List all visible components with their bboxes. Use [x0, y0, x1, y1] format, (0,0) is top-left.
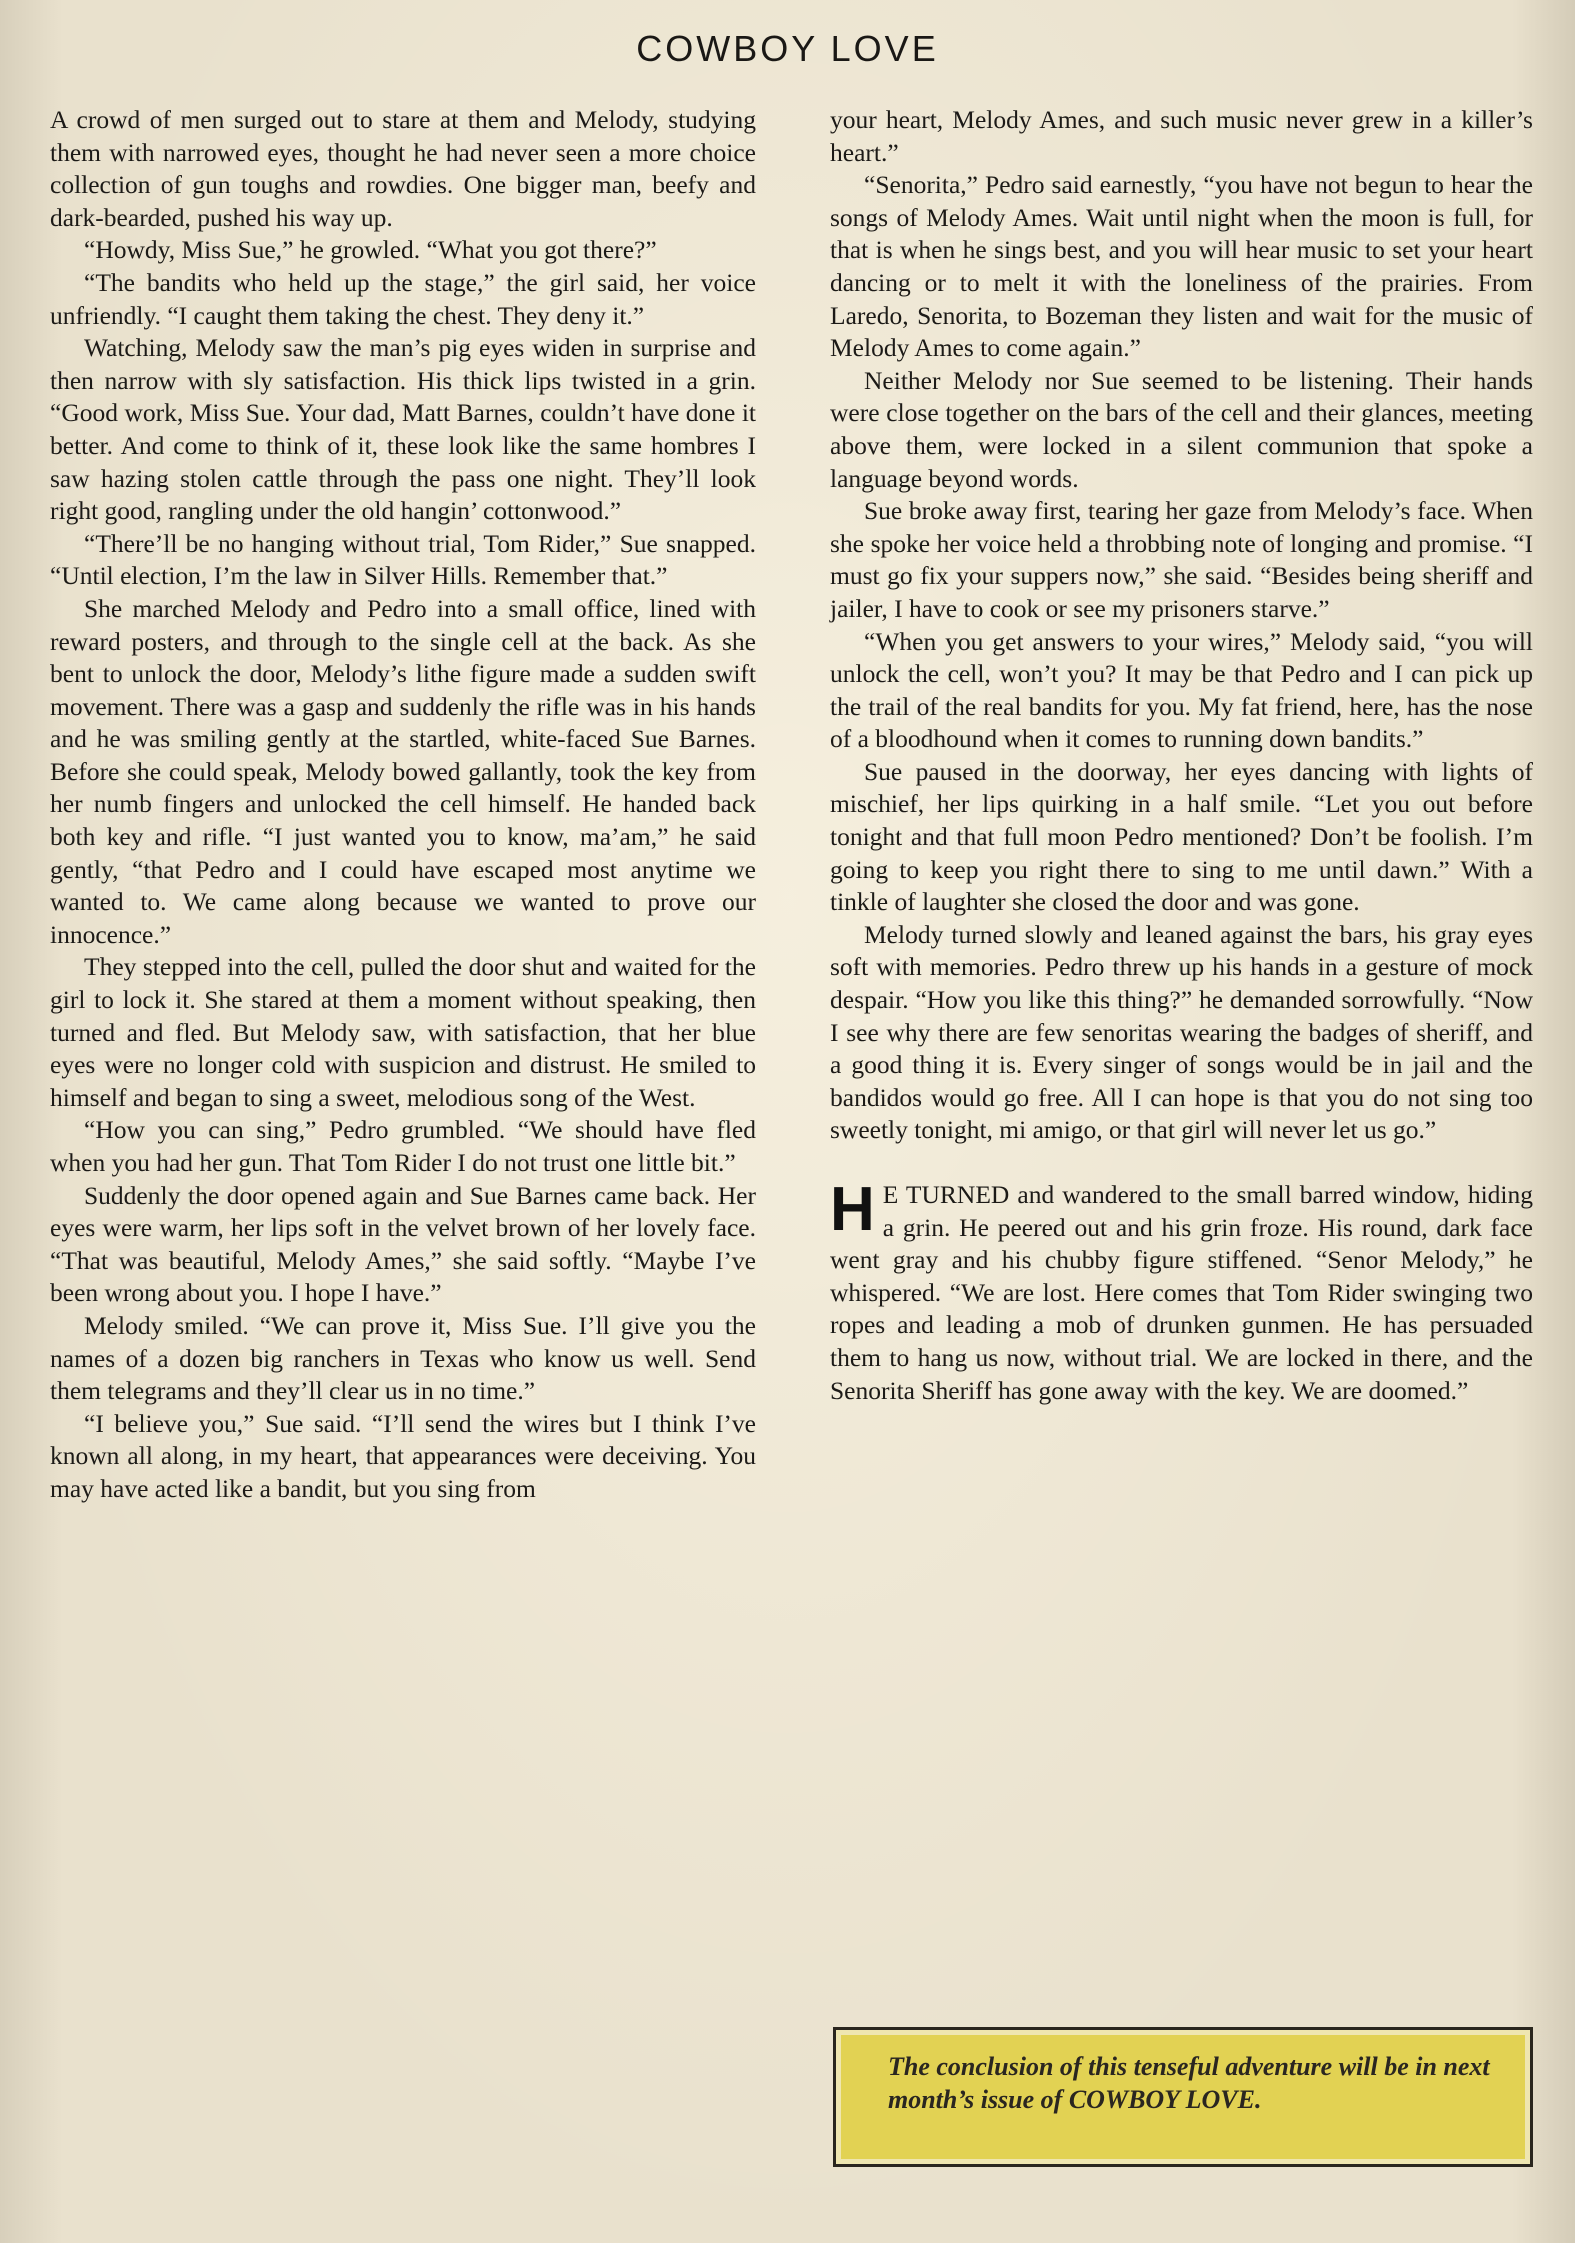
section-paragraph: [830, 1175, 1533, 1407]
paragraph: “Howdy, Miss Sue,” he growled. “What you got there?”: [84, 235, 657, 265]
paragraph: She marched Melody and Pedro into a small office, lined with reward posters, and through to the single cell at the back. As she bent to unlock the door, Melody’s lithe figure made a sudden swift movement. There was a gasp and suddenly the rifle was in his hands and he was smiling gently at the startled, white-faced Sue Barnes. Before she could speak, Melody bowed gallantly, took the key from her numb fingers and unlocked the cell himself. He handed back both key and rifle. “I just wanted you to know, ma’am,” he said gently, “that Pedro and I could have escaped most anytime we wanted to. We came along because we wanted to prove our innocence.”: [50, 593, 756, 949]
continuation-notice-text: The conclusion of this tenseful adventure will be in next month’s issue of COWBOY LOVE.: [888, 2052, 1490, 2114]
paragraph: Sue broke away first, tearing her gaze from Melody’s face. When she spoke her voice held a throbbing note of longing and promise. “I must go fix your suppers now,” she said. “Besides being sheriff and jailer, I have to cook or see my prisoners starve.”: [830, 496, 1533, 623]
paragraph: Neither Melody nor Sue seemed to be listening. Their hands were close together on the bars of the cell and their glances, meeting above them, were locked in a silent communion that spoke a language beyond words.: [830, 365, 1533, 493]
paragraph: A crowd of men surged out to stare at them and Melody, studying them with narrowed eyes, thought he had never seen a more choice collection of gun toughs and rowdies. One bigger man, beefy and dark-bearded, pushed his way up.: [50, 105, 756, 232]
right-column: [830, 104, 1533, 1407]
paragraph: Suddenly the door opened again and Sue Barnes came back. Her eyes were warm, her lips soft in the velvet brown of her lovely face. “That was beautiful, Melody Ames,” she said softly. “Maybe I’ve been wrong about you. I hope I have.”: [50, 1180, 756, 1308]
paragraph: Watching, Melody saw the man’s pig eyes widen in surprise and then narrow with sly satisfaction. His thick lips twisted in a grin. “Good work, Miss Sue. Your dad, Matt Barnes, couldn’t have done it better. And come to think of it, these look like the same hombres I saw hazing stolen cattle through the pass one night. They’ll look right good, rangling under the old hangin’ cottonwood.”: [50, 333, 756, 526]
section-text: E TURNED and wandered to the small barred window, hiding a grin. He peered out and his grin froze. His round, dark face went gray and his chubby figure stiffened. “Senor Melody,” he whispered. “We are lost. Here comes that Tom Rider swinging two ropes and leading a mob of drunken gunmen. He has persuaded them to hang us now, without trial. We are locked in there, and the Senorita Sheriff has gone away with the key. We are doomed.”: [830, 1180, 1533, 1405]
paragraph: “How you can sing,” Pedro grumbled. “We should have fled when you had her gun. That Tom Rider I do not trust one little bit.”: [50, 1115, 756, 1177]
paragraph: Melody turned slowly and leaned against the bars, his gray eyes soft with memories. Pedro threw up his hands in a gesture of mock despair. “How you like this thing?” he demanded sorrowfully. “Now I see why there are few senoritas wearing the badges of sheriff, and a good thing it is. Every singer of songs would be in jail and the bandidos would go free. All I can hope is that you do not sing too sweetly tonight, mi amigo, or that girl will never let us go.”: [830, 919, 1533, 1145]
page-header: COWBOY LOVE: [636, 28, 939, 69]
drop-cap: H: [830, 1175, 875, 1244]
paragraph: your heart, Melody Ames, and such music never grew in a killer’s heart.”: [830, 105, 1533, 167]
paragraph: “When you get answers to your wires,” Melody said, “you will unlock the cell, won’t you? It may be that Pedro and I can pick up the trail of the real bandits for you. My fat friend, here, has the nose of a bloodhound when it comes to running down bandits.”: [830, 626, 1533, 754]
paragraph: They stepped into the cell, pulled the door shut and waited for the girl to lock it. She stared at them a moment without speaking, then turned and fled. But Melody saw, with satisfaction, that her blue eyes were no longer cold with suspicion and distrust. He smiled to himself and began to sing a sweet, melodious song of the West.: [50, 952, 756, 1112]
paragraph: Sue paused in the doorway, her eyes dancing with lights of mischief, her lips quirking in a half smile. “Let you out before tonight and that full moon Pedro mentioned? Don’t be foolish. I’m going to keep you right there to sing to me until dawn.” With a tinkle of laughter she closed the door and was gone.: [830, 756, 1533, 917]
paragraph: “The bandits who held up the stage,” the girl said, her voice unfriendly. “I caught them taking the chest. They deny it.”: [50, 267, 756, 330]
paragraph: “I believe you,” Sue said. “I’ll send the wires but I think I’ve known all along, in my heart, that appearances were deceiving. You may have acted like a bandit, but you sing from: [50, 1408, 756, 1503]
paragraph: Melody smiled. “We can prove it, Miss Sue. I’ll give you the names of a dozen big ranchers in Texas who know us well. Send them telegrams and they’ll clear us in no time.”: [50, 1310, 756, 1406]
continuation-notice-box: [833, 2027, 1533, 2167]
paragraph: “There’ll be no hanging without trial, Tom Rider,” Sue snapped. “Until election, I’m the law in Silver Hills. Remember that.”: [50, 528, 756, 591]
paragraph: “Senorita,” Pedro said earnestly, “you have not begun to hear the songs of Melody Ames. Wait until night when the moon is full, for that is when he sings best, and you will hear music to set your heart dancing or to melt it with the loneliness of the prairies. From Laredo, Senorita, to Bozeman they listen and wait for the music of Melody Ames to come again.”: [830, 170, 1533, 363]
left-column: [50, 104, 756, 1506]
